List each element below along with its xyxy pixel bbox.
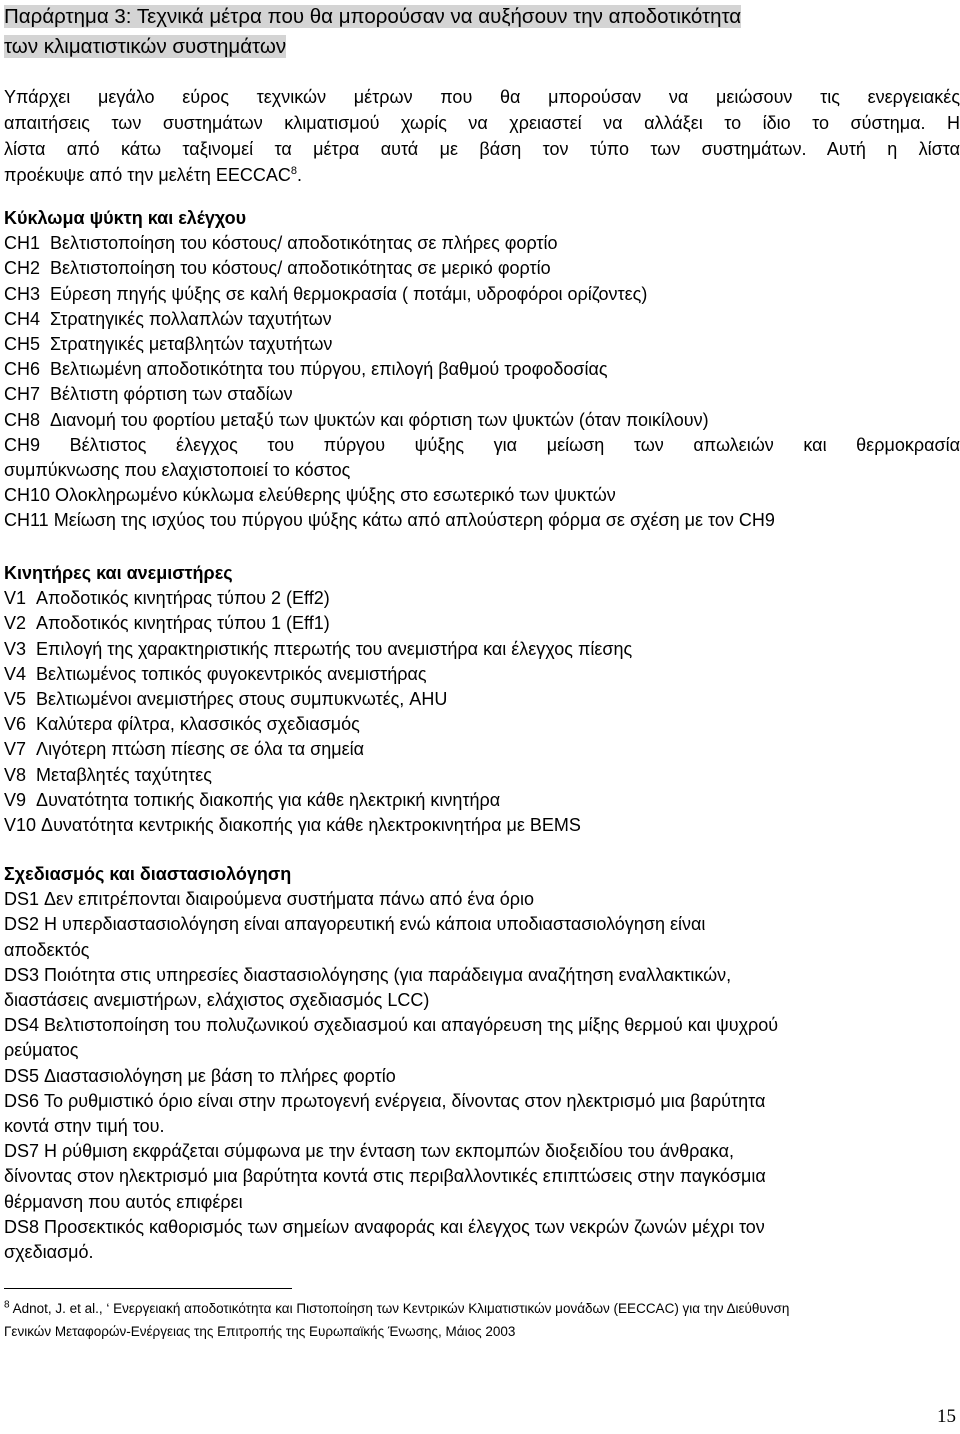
intro-line-4-end: . [297, 165, 303, 185]
list-item-ch10 [4, 483, 960, 508]
list-item-ds3 [4, 963, 960, 988]
item-text: Ολοκληρωμένο κύκλωμα ελεύθερης ψύξης στο εσωτερικό των ψυκτών [55, 485, 616, 506]
footnote [4, 1297, 960, 1343]
list-item-v7 [4, 737, 960, 762]
item-code: V5 [4, 689, 27, 710]
item-code: V6 [4, 714, 27, 735]
item-text: Βελτιωμένη αποδοτικότητα του πύργου, επιλογή βαθμού τροφοδοσίας [50, 359, 608, 380]
list-item-v10 [4, 813, 960, 838]
item-code: CH6 [4, 359, 41, 380]
item-text: Ποιότητα στις υπηρεσίες διαστασιολόγησης (για παράδειγμα αναζήτηση εναλλακτικών, [44, 964, 732, 985]
item-code: CH3 [4, 283, 41, 304]
item-code: DS4 [4, 1015, 40, 1036]
list-item-ds5 [4, 1064, 960, 1089]
list-item-ch2 [4, 256, 960, 281]
list-item-ch9 [4, 433, 960, 458]
list-item-ch1 [4, 231, 960, 256]
list-item-ds3-continued: διαστάσεις ανεμιστήρων, ελάχιστος σχεδιασμός LCC) [4, 990, 430, 1011]
list-item-ds7-continued: δίνοντας στον ηλεκτρισμό μια βαρύτητα κοντά στις περιβαλλοντικές επιπτώσεις στην παγκόσμια [4, 1166, 766, 1187]
item-code: V9 [4, 789, 27, 810]
page-number: 15 [937, 1406, 956, 1427]
item-code: V4 [4, 663, 27, 684]
item-text: Βέλτιστος έλεγχος του πύργου ψύξης για μείωση των απωλειών και θερμοκρασία [69, 434, 960, 455]
item-text: Λιγότερη πτώση πίεσης σε όλα τα σημεία [36, 739, 365, 760]
list-item-ch9-continued: συμπύκνωσης που ελαχιστοποιεί το κόστος [4, 460, 351, 481]
item-code: DS6 [4, 1090, 40, 1111]
list-item-v8 [4, 763, 960, 788]
title-line-1: Παράρτημα 3: Τεχνικά μέτρα που θα μπορούσαν να αυξήσουν την αποδοτικότητα [4, 5, 742, 28]
section-chiller [4, 206, 960, 534]
intro-line-4-text: προέκυψε από την μελέτη EECCAC [4, 165, 291, 185]
item-text: Δυνατότητα κεντρικής διακοπής για κάθε ηλεκτροκινητήρα με BEMS [41, 815, 581, 836]
list-item-v2 [4, 611, 960, 636]
item-text: Η ρύθμιση εκφράζεται σύμφωνα με την ένταση των εκπομπών διοξειδίου του άνθρακα, [44, 1141, 734, 1162]
footnote-line-2: Γενικών Μεταφορών-Ενέργειας της Επιτροπής της Ευρωπαϊκής Ένωσης, Μάιος 2003 [4, 1324, 516, 1339]
item-code: DS2 [4, 914, 40, 935]
item-text: Δεν επιτρέπονται διαιρούμενα συστήματα πάνω από ένα όριο [44, 889, 535, 910]
list-item-ch11 [4, 508, 960, 533]
item-code: CH10 [4, 485, 51, 506]
item-code: CH7 [4, 384, 41, 405]
section-heading-chiller: Κύκλωμα ψύκτη και ελέγχου [4, 208, 247, 228]
list-item-ch6 [4, 357, 960, 382]
intro-line-4 [4, 162, 960, 188]
list-item-ch7 [4, 382, 960, 407]
item-text: Διανομή του φορτίου μεταξύ των ψυκτών και φόρτιση των ψυκτών (όταν ποικίλουν) [50, 409, 709, 430]
item-text: Βέλτιστη φόρτιση των σταδίων [50, 384, 293, 405]
item-code: CH4 [4, 308, 41, 329]
item-code: DS7 [4, 1141, 40, 1162]
list-item-v6 [4, 712, 960, 737]
item-code: CH2 [4, 258, 41, 279]
item-code: V10 [4, 815, 37, 836]
intro-line-2: απαιτήσεις των συστημάτων κλιματισμού χωρίς να χρειαστεί να αλλάξει το ίδιο το σύστημα. Η [4, 113, 960, 133]
item-code: DS5 [4, 1065, 40, 1086]
item-text: Εύρεση πηγής ψύξης σε καλή θερμοκρασία ( ποτάμι, υδροφόροι ορίζοντες) [50, 283, 648, 304]
appendix-title [4, 2, 938, 62]
item-text: Δυνατότητα τοπικής διακοπής για κάθε ηλεκτρική κινητήρα [36, 789, 501, 810]
footnote-separator [4, 1288, 292, 1289]
footnote-number: 8 [4, 1299, 10, 1311]
item-text: Καλύτερα φίλτρα, κλασσικός σχεδιασμός [36, 714, 360, 735]
list-item-ds8 [4, 1215, 960, 1240]
item-text: Μεταβλητές ταχύτητες [36, 764, 212, 785]
list-item-ds4-continued: ρεύματος [4, 1040, 79, 1061]
list-item-ds4 [4, 1013, 960, 1038]
item-text: Αποδοτικός κινητήρας τύπου 1 (Eff1) [36, 613, 330, 634]
item-code: V3 [4, 638, 27, 659]
intro-line-3: λίστα από κάτω ταξινομεί τα μέτρα αυτά με βάση τον τύπο των συστημάτων. Αυτή η λίστα [4, 139, 960, 159]
list-item-ch5 [4, 332, 960, 357]
list-item-ds6 [4, 1089, 960, 1114]
item-text: Βελτιστοποίηση του πολυζωνικού σχεδιασμού και απαγόρευση της μίξης θερμού και ψυχρού [44, 1015, 779, 1036]
item-code: V1 [4, 588, 27, 609]
intro-paragraph [4, 84, 960, 188]
item-code: CH8 [4, 409, 41, 430]
list-item-v3 [4, 637, 960, 662]
item-text: Αποδοτικός κινητήρας τύπου 2 (Eff2) [36, 588, 330, 609]
item-text: Βελτιωμένος τοπικός φυγοκεντρικός ανεμιστήρας [36, 663, 427, 684]
item-code: V7 [4, 739, 27, 760]
list-item-ds1 [4, 887, 960, 912]
list-item-ch8 [4, 408, 960, 433]
list-item-ds2-continued: αποδεκτός [4, 939, 90, 960]
item-code: CH5 [4, 334, 41, 355]
item-text: Προσεκτικός καθορισμός των σημείων αναφοράς και έλεγχος των νεκρών ζωνών μέχρι τον [44, 1216, 765, 1237]
item-text: Η υπερδιαστασιολόγηση είναι απαγορευτική ενώ κάποια υποδιαστασιολόγηση είναι [44, 914, 706, 935]
section-motors [4, 561, 960, 838]
section-heading-design: Σχεδιασμός και διαστασιολόγηση [4, 864, 292, 884]
intro-line-1: Υπάρχει μεγάλο εύρος τεχνικών μέτρων που θα μπορούσαν να μειώσουν τις ενεργειακές [4, 87, 960, 107]
item-code: CH1 [4, 233, 41, 254]
item-text: Βελτιστοποίηση του κόστους/ αποδοτικότητας σε πλήρες φορτίο [50, 233, 558, 254]
list-item-ds6-continued: κοντά στην τιμή του. [4, 1116, 165, 1137]
item-text: Βελτιωμένοι ανεμιστήρες στους συμπυκνωτές, AHU [36, 689, 448, 710]
item-text: Βελτιστοποίηση του κόστους/ αποδοτικότητας σε μερικό φορτίο [50, 258, 551, 279]
list-item-v9 [4, 788, 960, 813]
item-code: V8 [4, 764, 27, 785]
item-text: Επιλογή της χαρακτηριστικής πτερωτής του ανεμιστήρα και έλεγχος πίεσης [36, 638, 633, 659]
list-item-v5 [4, 687, 960, 712]
title-line-2: των κλιματιστικών συστημάτων [4, 35, 287, 58]
item-code: V2 [4, 613, 27, 634]
list-item-ds8-continued: σχεδιασμό. [4, 1242, 94, 1263]
footnote-line-1 [4, 1301, 789, 1316]
list-item-v4 [4, 662, 960, 687]
list-item-ds7-continued-2: θέρμανση που αυτός επιφέρει [4, 1191, 243, 1212]
footnote-text: Adnot, J. et al., ‘ Ενεργειακή αποδοτικότητα και Πιστοποίηση των Κεντρικών Κλιματιστικών μονάδων (EECCAC) για την Διεύθυνση [12, 1301, 790, 1316]
list-item-ds2 [4, 912, 960, 937]
item-code: CH11 [4, 510, 49, 531]
item-code: CH9 [4, 434, 41, 455]
item-text: Στρατηγικές μεταβλητών ταχυτήτων [50, 334, 333, 355]
item-code: DS1 [4, 889, 40, 910]
item-code: DS3 [4, 964, 40, 985]
footnote-reference[interactable]: 8 [290, 165, 298, 177]
item-text: Διαστασιολόγηση με βάση το πλήρες φορτίο [44, 1065, 396, 1086]
list-item-v1 [4, 586, 960, 611]
section-design [4, 862, 960, 1265]
item-text: Το ρυθμιστικό όριο είναι στην πρωτογενή ενέργεια, δίνοντας στον ηλεκτρισμό μια βαρύτητα [44, 1090, 766, 1111]
section-heading-motors: Κινητήρες και ανεμιστήρες [4, 563, 233, 583]
item-code: DS8 [4, 1216, 40, 1237]
list-item-ds7 [4, 1139, 960, 1164]
list-item-ch4 [4, 307, 960, 332]
item-text: Μείωση της ισχύος του πύργου ψύξης κάτω από απλούστερη φόρμα σε σχέση με τον CH9 [53, 510, 775, 531]
item-text: Στρατηγικές πολλαπλών ταχυτήτων [50, 308, 332, 329]
list-item-ch3 [4, 282, 960, 307]
